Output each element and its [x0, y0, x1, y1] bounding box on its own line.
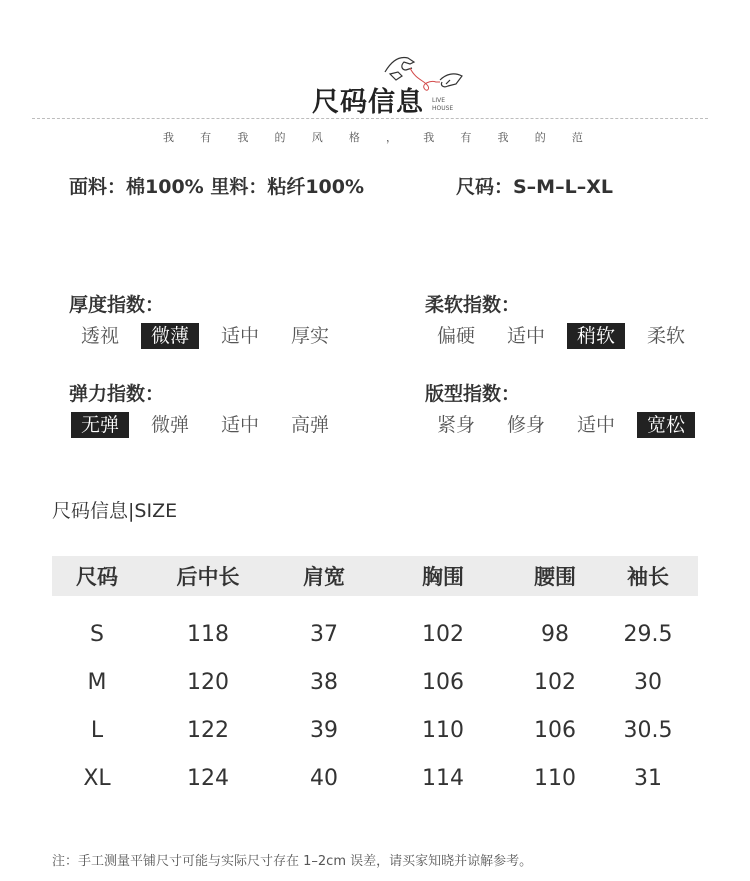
index-title: 厚度指数：: [69, 294, 165, 316]
table-cell: 29.5: [623, 621, 673, 647]
slogan-char: 的: [534, 131, 546, 144]
slogan-char: 我: [423, 131, 435, 144]
measurement-note: 注：手工测量平铺尺寸可能与实际尺寸存在 1–2cm 误差，请买家知晓并谅解参考。: [52, 854, 533, 869]
column-header: 胸围: [374, 556, 512, 596]
index-title: 柔软指数：: [425, 294, 521, 316]
index-options: [427, 323, 695, 349]
slogan-char: 范: [571, 131, 583, 144]
index-title: 版型指数：: [425, 383, 521, 405]
index-option: 适中: [220, 414, 259, 436]
slogan-char: 我: [163, 131, 174, 144]
table-cell: 110: [422, 717, 464, 743]
table-cell: L: [90, 717, 104, 743]
logo-text: LIVE HOUSE: [432, 97, 454, 112]
index-option-selected: 稍软: [567, 323, 625, 349]
slogan-char: 风: [311, 131, 323, 144]
index-option: 适中: [506, 325, 545, 347]
page-title: 尺码信息: [312, 87, 424, 118]
index-option: 修身: [506, 414, 545, 436]
fit-index: [425, 379, 695, 438]
column-header: 肩宽: [274, 556, 374, 596]
slogan-char: 的: [274, 131, 286, 144]
slogan-char: ，: [386, 131, 398, 144]
index-options: [427, 412, 695, 438]
table-cell: 30: [634, 669, 662, 695]
table-cell: XL: [83, 765, 111, 791]
column-header: 尺码: [52, 556, 142, 596]
elasticity-index: [69, 379, 339, 438]
slogan-char: 我: [237, 131, 249, 144]
index-option: 偏硬: [436, 325, 475, 347]
table-cell: 110: [534, 765, 576, 791]
index-option: 厚实: [290, 325, 329, 347]
slogan: [163, 129, 583, 145]
index-title: 弹力指数：: [69, 383, 165, 405]
table-cell: 122: [187, 717, 229, 743]
table-cell: 102: [422, 621, 464, 647]
table-cell: 102: [534, 669, 576, 695]
table-cell: 106: [422, 669, 464, 695]
table-header-row: [52, 556, 698, 596]
thickness-index: [69, 290, 339, 349]
table-row: [52, 658, 698, 706]
table-cell: 106: [534, 717, 576, 743]
column-header: 腰围: [512, 556, 598, 596]
index-option: 透视: [80, 325, 119, 347]
table-row: [52, 754, 698, 802]
index-option: 适中: [220, 325, 259, 347]
slogan-char: 格: [348, 131, 360, 144]
column-header: 后中长: [142, 556, 274, 596]
slogan-char: 有: [460, 131, 472, 144]
table-cell: 37: [310, 621, 338, 647]
size-table: [52, 556, 698, 802]
index-option: 紧身: [436, 414, 475, 436]
index-option-selected: 微薄: [141, 323, 199, 349]
table-cell: 114: [422, 765, 464, 791]
softness-index: [425, 290, 695, 349]
slogan-char: 有: [200, 131, 212, 144]
table-cell: 118: [187, 621, 229, 647]
index-option: 适中: [576, 414, 615, 436]
index-option: 微弹: [150, 414, 189, 436]
table-cell: 124: [187, 765, 229, 791]
table-cell: 38: [310, 669, 338, 695]
table-cell: 40: [310, 765, 338, 791]
index-options: [71, 323, 339, 349]
size-range: 尺码：S–M–L–XL: [456, 176, 613, 198]
table-row: [52, 596, 698, 658]
table-cell: 39: [310, 717, 338, 743]
table-cell: 120: [187, 669, 229, 695]
table-cell: 98: [541, 621, 569, 647]
table-cell: 30.5: [623, 717, 673, 743]
index-option: 高弹: [290, 414, 329, 436]
material-info: 面料：棉100% 里料：粘纤100%: [69, 176, 365, 198]
slogan-char: 我: [497, 131, 509, 144]
table-cell: M: [87, 669, 107, 695]
index-options: [71, 412, 339, 438]
index-option-selected: 宽松: [637, 412, 695, 438]
index-option: 柔软: [646, 325, 685, 347]
table-cell: 31: [634, 765, 662, 791]
column-header: 袖长: [598, 556, 698, 596]
table-row: [52, 706, 698, 754]
size-section-heading: 尺码信息|SIZE: [52, 500, 178, 522]
header-divider: [32, 118, 708, 119]
table-cell: S: [90, 621, 104, 647]
index-option-selected: 无弹: [71, 412, 129, 438]
